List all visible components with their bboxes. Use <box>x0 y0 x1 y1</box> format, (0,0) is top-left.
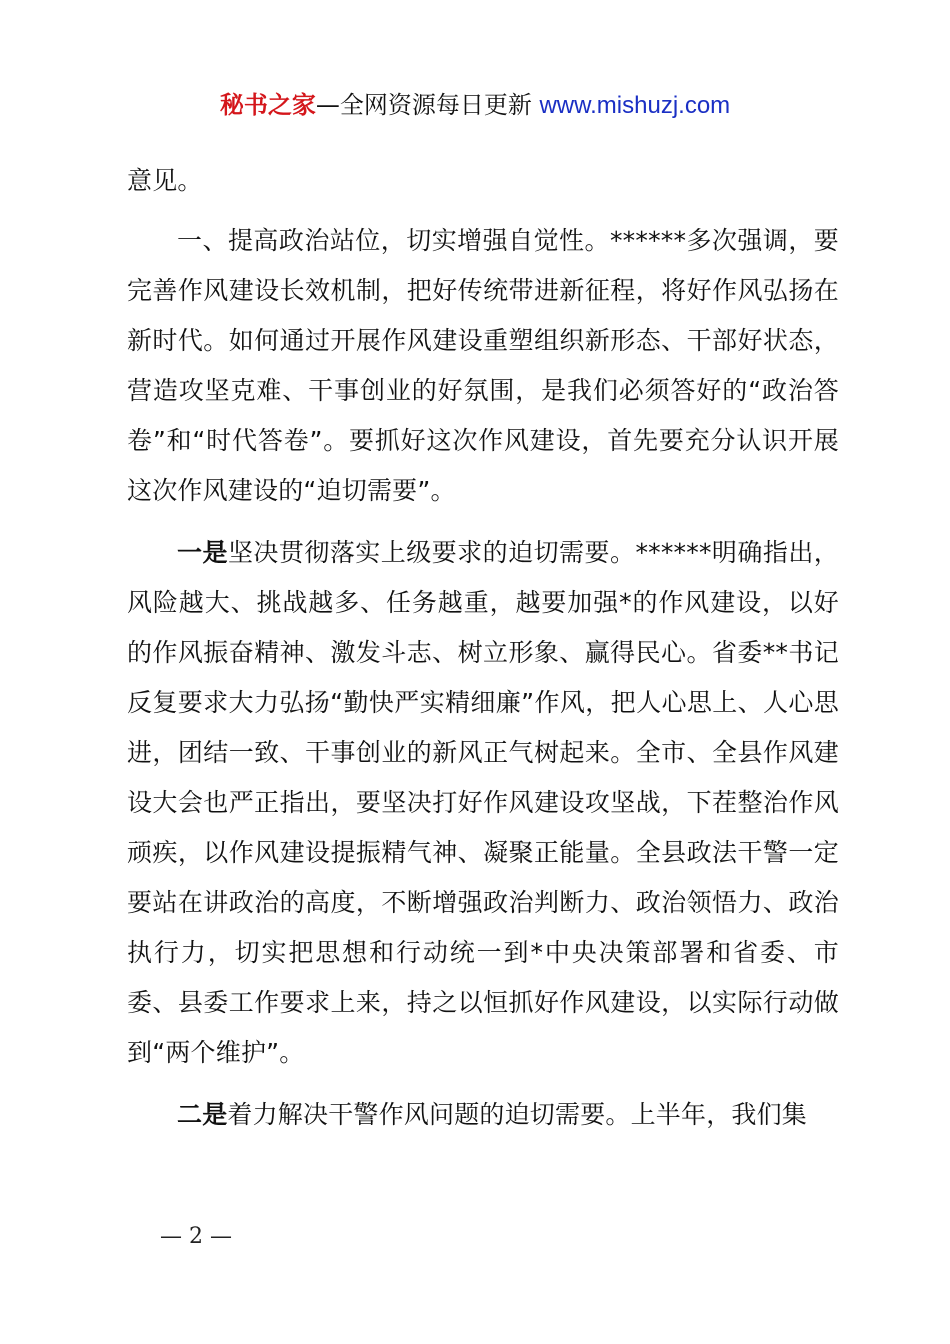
paragraph-point-two <box>127 1090 839 1140</box>
paragraph-point-one <box>127 528 839 1078</box>
site-banner <box>0 88 950 123</box>
site-url[interactable]: www.mishuzj.com <box>539 92 731 119</box>
point-one-text: 坚决贯彻落实上级要求的迫切需要。******明确指出，风险越大、挑战越多、任务越重，越要加强*的作风建设，以好的作风振奋精神、激发斗志、树立形象、赢得民心。省委**书记反复要求大力弘扬“勤快严实精细廉”作风，把人心思上、人心思进，团结一致、干事创业的新风正气树起来。全市、全县作风建设大会也严正指出，要坚决打好作风建设攻坚战，下茬整治作风顽疾，以作风建设提振精气神、凝聚正能量。全县政法干警一定要站在讲政治的高度，不断增强政治判断力、政治领悟力、政治执行力，切实把思想和行动统一到*中央决策部署和省委、市委、县委工作要求上来，持之以恒抓好作风建设，以实际行动做到“两个维护”。 <box>127 538 840 1067</box>
document-body <box>127 156 839 1140</box>
point-two-text: 着力解决干警作风问题的迫切需要。上半年，我们集 <box>227 1100 808 1129</box>
paragraph-continuation: 意见。 <box>127 166 203 195</box>
page-number: — 2 — <box>160 1224 232 1249</box>
site-tagline: —全网资源每日更新 <box>315 91 540 119</box>
point-one-lead: 一是 <box>177 538 228 567</box>
point-two-lead: 二是 <box>177 1100 228 1129</box>
paragraph-section-one: 一、提高政治站位，切实增强自觉性。******多次强调，要完善作风建设长效机制，把好传统带进新征程，将好作风弘扬在新时代。如何通过开展作风建设重塑组织新形态、干部好状态，营造攻坚克难、干事创业的好氛围，是我们必须答好的“政治答卷”和“时代答卷”。要抓好这次作风建设，首先要充分认识开展这次作风建设的“迫切需要”。 <box>127 226 839 505</box>
site-brand: 秘书之家 <box>219 91 316 119</box>
